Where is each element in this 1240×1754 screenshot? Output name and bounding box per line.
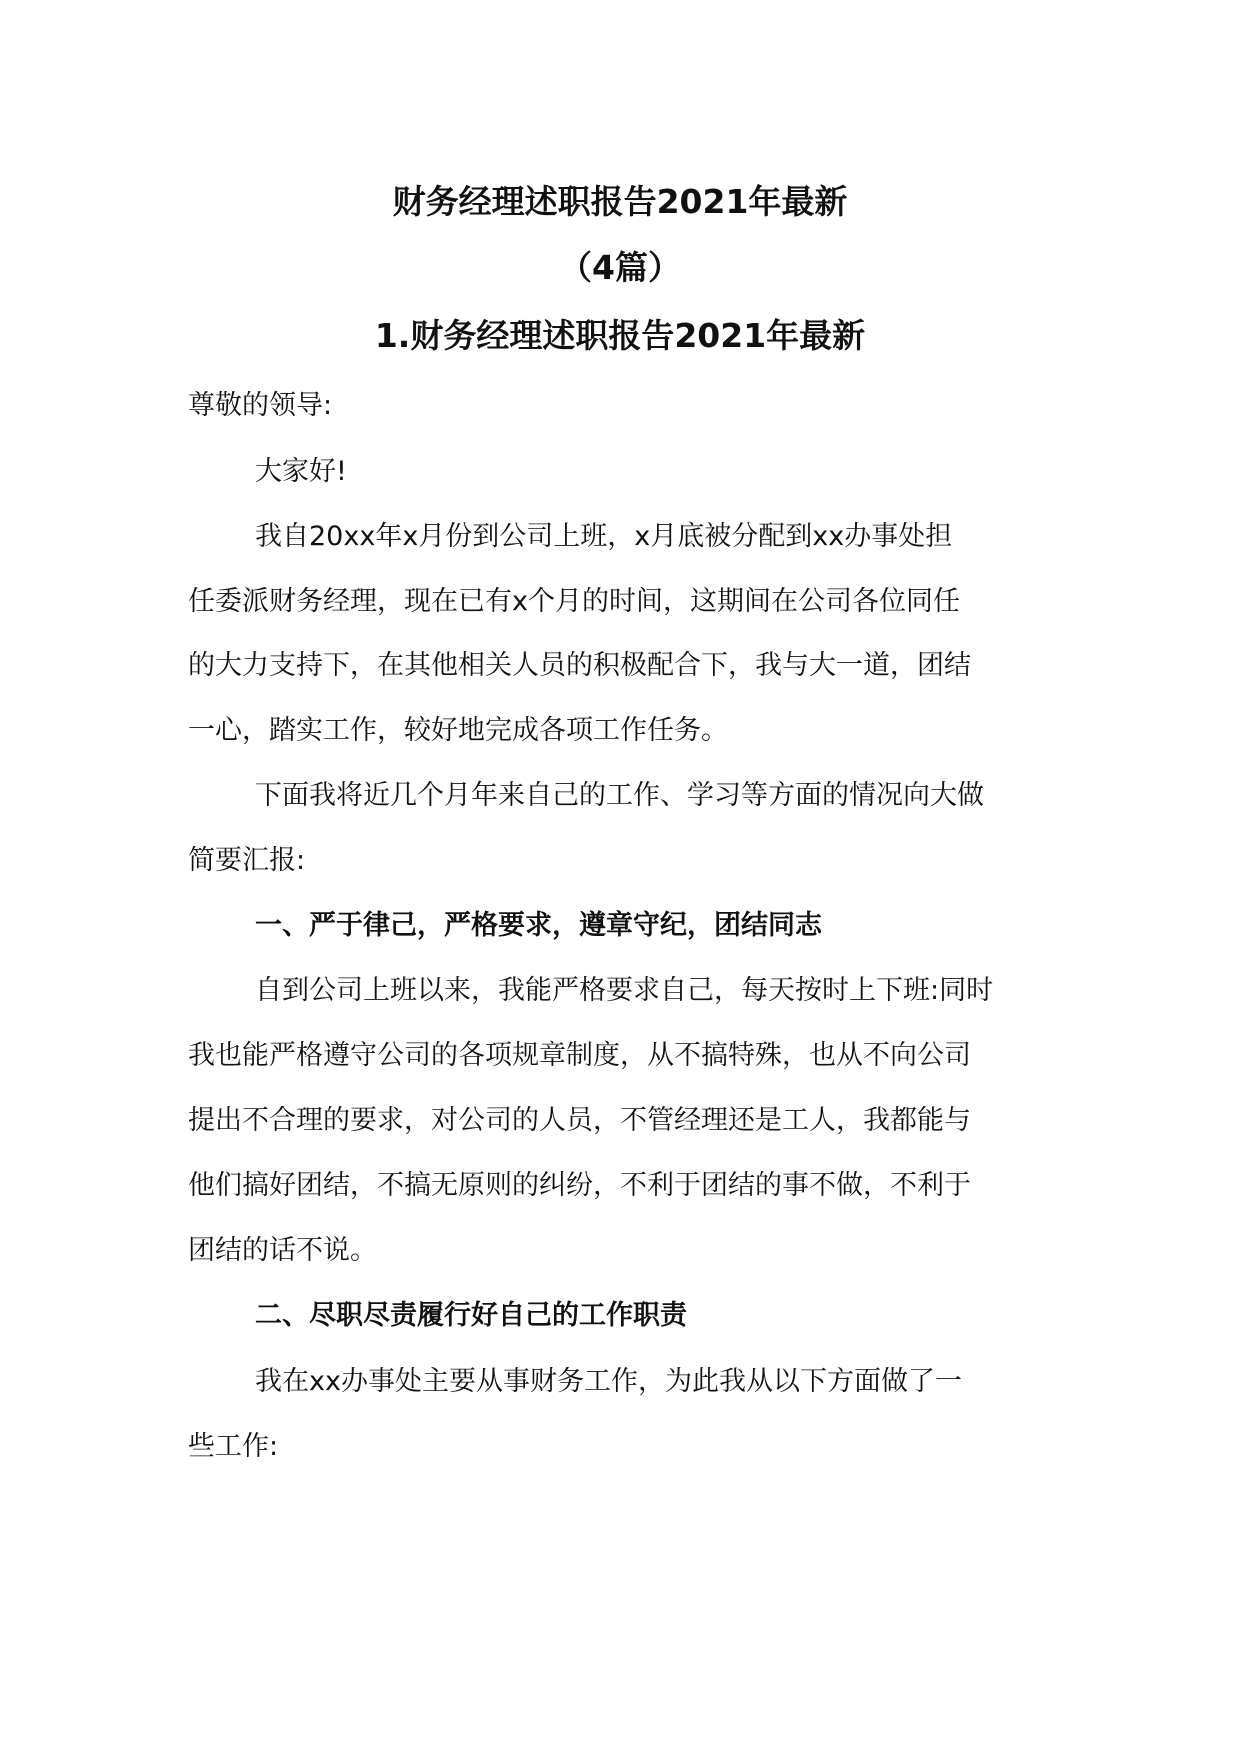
document-subtitle-count: （4篇） xyxy=(559,248,681,287)
section-title: 1.财务经理述职报告2021年最新 xyxy=(374,316,866,355)
paragraph-line: 自到公司上班以来，我能严格要求自己，每天按时上下班:同时 xyxy=(255,975,994,1006)
paragraph-line: 他们搞好团结，不搞无原则的纠纷，不利于团结的事不做，不利于 xyxy=(188,1170,971,1201)
paragraph-line: 简要汇报: xyxy=(188,845,306,876)
greeting: 大家好! xyxy=(255,456,347,487)
salutation: 尊敬的领导: xyxy=(188,390,333,421)
document-title: 财务经理述职报告2021年最新 xyxy=(392,182,848,221)
paragraph-line: 些工作: xyxy=(188,1431,279,1462)
paragraph-line: 我也能严格遵守公司的各项规章制度，从不搞特殊，也从不向公司 xyxy=(188,1040,971,1071)
paragraph-line: 我自20xx年x月份到公司上班，x月底被分配到xx办事处担 xyxy=(255,521,953,552)
section-heading-1: 一、严于律己，严格要求，遵章守纪，团结同志 xyxy=(255,910,822,941)
paragraph-line: 提出不合理的要求，对公司的人员，不管经理还是工人，我都能与 xyxy=(188,1105,971,1136)
paragraph-line: 团结的话不说。 xyxy=(188,1235,377,1266)
paragraph-line: 下面我将近几个月年来自己的工作、学习等方面的情况向大做 xyxy=(255,780,984,811)
paragraph-line: 的大力支持下，在其他相关人员的积极配合下，我与大一道，团结 xyxy=(188,650,971,681)
section-heading-2: 二、尽职尽责履行好自己的工作职责 xyxy=(255,1300,687,1331)
paragraph-line: 一心，踏实工作，较好地完成各项工作任务。 xyxy=(188,715,728,746)
paragraph-line: 任委派财务经理，现在已有x个月的时间，这期间在公司各位同任 xyxy=(188,586,960,617)
paragraph-line: 我在xx办事处主要从事财务工作，为此我从以下方面做了一 xyxy=(255,1366,962,1397)
